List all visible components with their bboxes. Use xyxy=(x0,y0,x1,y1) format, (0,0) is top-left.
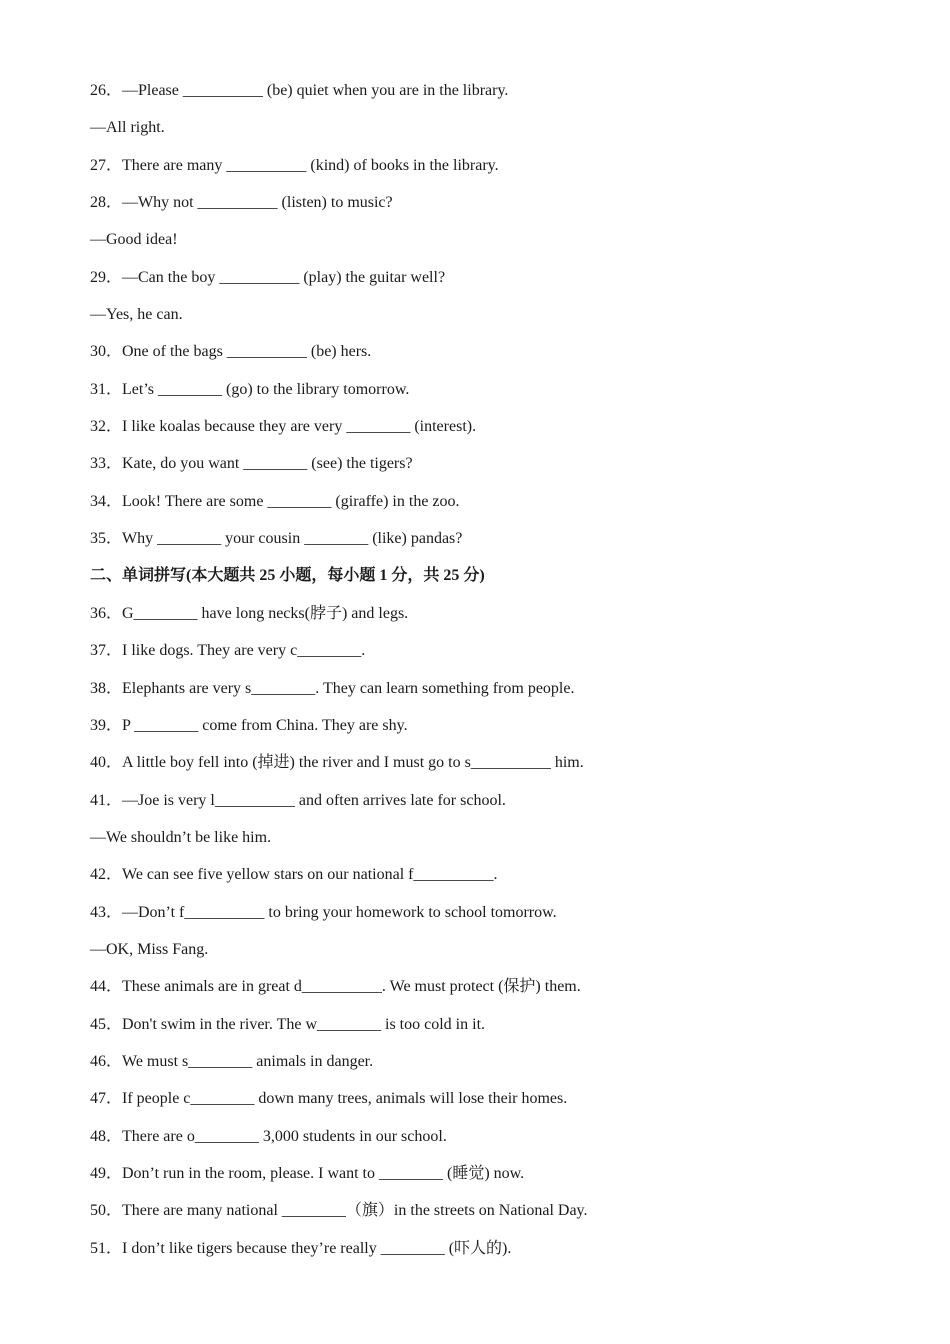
question-35: 35．Why ________ your cousin ________ (like) pandas? xyxy=(90,530,463,548)
question-41: 41．—Joe is very l__________ and often arrives late for school. xyxy=(90,791,506,809)
answer-line-26: —All right. xyxy=(90,119,165,137)
question-47: 47．If people c________ down many trees, animals will lose their homes. xyxy=(90,1090,568,1108)
question-45: 45．Don't swim in the river. The w________ is too cold in it. xyxy=(90,1015,486,1033)
question-42: 42．We can see five yellow stars on our national f__________. xyxy=(90,866,498,884)
question-51: 51．I don’t like tigers because they’re really ________ (吓人的). xyxy=(90,1239,512,1257)
question-49: 49．Don’t run in the room, please. I want to ________ (睡觉) now. xyxy=(90,1164,525,1182)
question-28: 28．—Why not __________ (listen) to music? xyxy=(90,194,393,212)
question-32: 32．I like koalas because they are very ________ (interest). xyxy=(90,418,477,436)
question-33: 33．Kate, do you want ________ (see) the tigers? xyxy=(90,455,413,473)
question-37: 37．I like dogs. They are very c________. xyxy=(90,642,366,660)
question-40: 40．A little boy fell into (掉进) the river and I must go to s__________ him. xyxy=(90,754,584,772)
answer-line-28: —Good idea! xyxy=(90,231,178,249)
question-26: 26．—Please __________ (be) quiet when you are in the library. xyxy=(90,82,509,99)
question-44: 44．These animals are in great d__________. We must protect (保护) them. xyxy=(90,978,581,996)
exercise-list xyxy=(90,78,910,1273)
answer-line-29: —Yes, he can. xyxy=(90,306,183,324)
question-48: 48．There are o________ 3,000 students in our school. xyxy=(90,1127,447,1145)
question-46: 46．We must s________ animals in danger. xyxy=(90,1052,374,1070)
answer-line-41: —We shouldn’t be like him. xyxy=(90,828,272,846)
question-39: 39．P ________ come from China. They are shy. xyxy=(90,716,408,734)
answer-line-43: —OK, Miss Fang. xyxy=(90,940,209,958)
question-50: 50．There are many national ________（旗）in the streets on National Day. xyxy=(90,1202,588,1220)
question-43: 43．—Don’t f__________ to bring your homework to school tomorrow. xyxy=(90,903,557,921)
question-38: 38．Elephants are very s________. They can learn something from people. xyxy=(90,679,575,697)
question-36: 36．G________ have long necks(脖子) and legs. xyxy=(90,604,409,622)
question-34: 34．Look! There are some ________ (giraffe) in the zoo. xyxy=(90,492,460,510)
question-29: 29．—Can the boy __________ (play) the guitar well? xyxy=(90,268,446,286)
question-31: 31．Let’s ________ (go) to the library tomorrow. xyxy=(90,380,410,398)
section-heading-spelling: 二、单词拼写(本大题共 25 小题，每小题 1 分，共 25 分) xyxy=(90,567,485,585)
question-27: 27．There are many __________ (kind) of books in the library. xyxy=(90,156,499,174)
question-30: 30．One of the bags __________ (be) hers. xyxy=(90,343,372,361)
